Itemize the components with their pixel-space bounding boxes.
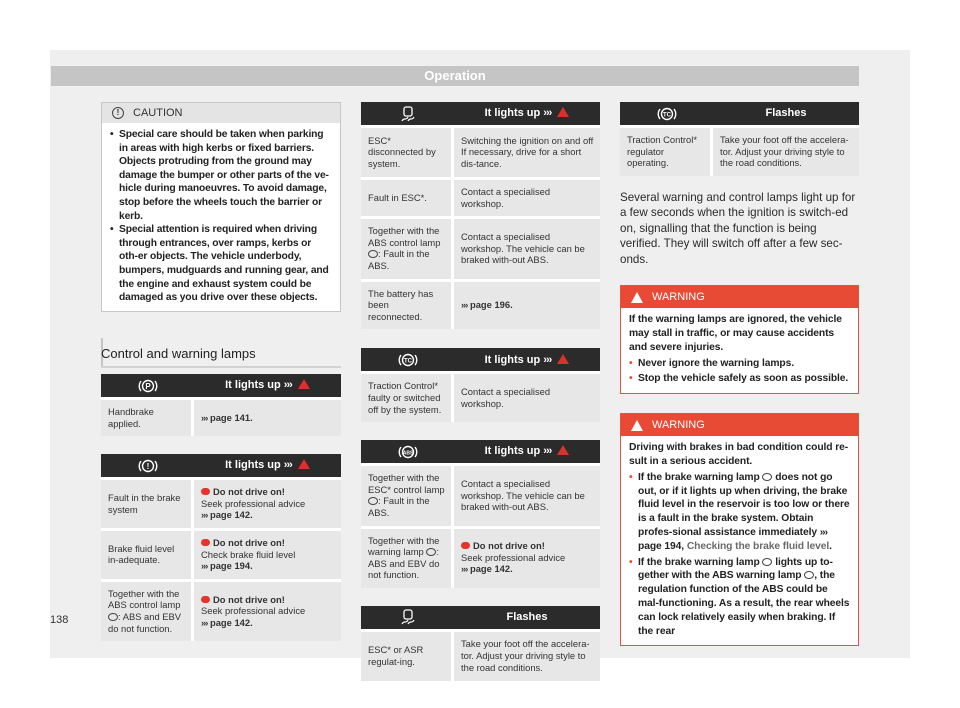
warning-body: If the warning lamps are ignored, the vehicle may stall in traffic, or may cause accidents and severe injuries. • Never ignore the warning lamps. • Stop the vehicle safely as soon as possible. xyxy=(629,314,849,385)
table-row: Together with the ABS control lamp : ABS and EBV do not function. Do not drive on! Seek professional advice ››› page 142. xyxy=(101,579,341,641)
table-row: Traction Control* regulator operating. Take your foot off the accelera-tor. Adjust your driving style to the road conditions. xyxy=(620,125,859,176)
column-left xyxy=(101,102,341,312)
warning-triangle-icon xyxy=(631,420,643,431)
abs-lamp-icon xyxy=(804,571,814,579)
table-row: Traction Control* faulty or switched off by the system. Contact a specialised workshop. xyxy=(361,371,600,422)
caution-bullet: • Special care should be taken when parking in areas with high kerbs or fixed barriers. Objects protruding from the ground may damage the bumper or other parts of the ve-hicle during manoeuvres. To avoid damage, stop before the wheels touch the barrier or kerb. xyxy=(110,129,329,222)
warning-header: WARNING xyxy=(621,286,858,308)
svg-text:P: P xyxy=(144,381,151,391)
exclamation-icon: ! xyxy=(112,107,124,119)
lights-up-header: It lights up ››› xyxy=(454,348,600,371)
table-row: ESC* disconnected by system. Switching the ignition on and off If necessary, drive for a short dis-tance. xyxy=(361,125,600,177)
caution-header xyxy=(102,103,340,123)
warning-box xyxy=(620,285,859,394)
lights-up-header: It lights up ››› xyxy=(194,454,341,477)
table-row: The battery has been reconnected. ››› page 196. xyxy=(361,279,600,330)
traction-control-lamp-table xyxy=(361,348,600,422)
table-row: Fault in ESC*. Contact a specialised workshop. xyxy=(361,177,600,216)
section-title: Control and warning lamps xyxy=(101,346,256,361)
tc-flashes-table xyxy=(620,102,859,176)
esc-lamp-icon xyxy=(361,606,454,629)
esc-lamp-table xyxy=(361,102,600,329)
caution-bullet: • Special attention is required when driving through entrances, over ramps, kerbs or oth-er objects. The vehicle underbody, bumpers, mudguards and running gear, and the engine and exhaust system could be damaged as you drive over these objects. xyxy=(110,224,329,304)
flashes-header: Flashes xyxy=(713,102,859,125)
caution-box xyxy=(101,102,341,312)
caution-title: CAUTION xyxy=(133,107,183,119)
red-dot-icon xyxy=(201,596,210,603)
warning-triangle-icon xyxy=(298,379,310,389)
warning-triangle-icon xyxy=(557,354,569,364)
table-row: Handbrake applied. ››› page 141. xyxy=(101,397,341,436)
warning-bullet: • If the brake warning lamp does not go out, or if it lights up when driving, the brake fluid level in the reservoir is too low or there is a fault in the brake system. Obtain profes-sional assistance immediately ››› page 194, Checking the brake fluid level. xyxy=(629,471,850,552)
svg-text:!: ! xyxy=(146,461,149,471)
brake-system-lamp-icon xyxy=(762,473,772,481)
red-dot-icon xyxy=(461,542,470,549)
lights-up-header: It lights up ››› xyxy=(454,440,600,463)
svg-text:TC: TC xyxy=(403,358,412,365)
caution-body xyxy=(102,123,340,311)
traction-control-lamp-icon xyxy=(620,102,713,125)
brake-system-lamp-icon xyxy=(762,558,772,566)
warning-triangle-icon xyxy=(631,292,643,303)
lights-up-header: It lights up ››› xyxy=(194,374,341,397)
table-row: ESC* or ASR regulat-ing. Take your foot off the accelera-tor. Adjust your driving style to the road conditions. xyxy=(361,629,600,681)
abs-lamp-icon xyxy=(368,250,378,258)
warning-triangle-icon xyxy=(298,459,310,469)
brake-lamp-table xyxy=(101,454,341,641)
page-link[interactable]: page 141. xyxy=(209,411,253,423)
page-number: 138 xyxy=(50,614,69,626)
table-row: Fault in the brake system Do not drive on! Seek professional advice ››› page 142. xyxy=(101,477,341,528)
warning-bullet: • Stop the vehicle safely as soon as possible. xyxy=(629,373,849,385)
warning-body: Driving with brakes in bad condition could re-sult in a serious accident. • If the brake warning lamp does not go out, or if it lights up when driving, the brake fluid level in the reservoir is too low or there is a fault in the brake system. Obtain profes-sional assistance immediately ››› page 194, Checking the brake fluid level. • If the brake warning lamp lights up to-gether with the ABS warning lamp , the regulation function of the ABS could be mal-functioning. As a result, the rear wheels can lock relatively easily when braking. If the rear xyxy=(629,442,850,637)
page-link[interactable]: page 142. xyxy=(469,563,513,575)
table-row: Together with the ESC* control lamp : Fault in the ABS. Contact a specialised workshop. The vehicle can be braked with-out ABS. xyxy=(361,463,600,525)
handbrake-lamp-icon xyxy=(101,374,194,397)
flashes-header: Flashes xyxy=(454,606,600,629)
warning-triangle-icon xyxy=(557,445,569,455)
brake-system-lamp-icon xyxy=(101,454,194,477)
esc-lamp-icon xyxy=(368,497,378,505)
warning-bullet: • Never ignore the warning lamps. xyxy=(629,357,794,369)
warning-header: WARNING xyxy=(621,414,858,436)
column-middle xyxy=(361,102,600,681)
table-row: Together with the ABS control lamp : Fault in the ABS. Contact a specialised workshop. The vehicle can be braked with-out ABS. xyxy=(361,216,600,278)
esc-flashes-table xyxy=(361,606,600,681)
esc-lamp-icon xyxy=(361,102,454,125)
brake-system-lamp-icon xyxy=(426,548,436,556)
table-row: Brake fluid level in-adequate. Do not drive on! Check brake fluid level ››› page 194. xyxy=(101,528,341,579)
warning-triangle-icon xyxy=(557,107,569,117)
column-right xyxy=(620,102,859,646)
abs-lamp-table xyxy=(361,440,600,588)
red-dot-icon xyxy=(201,539,210,546)
lights-up-header: It lights up ››› xyxy=(454,102,600,125)
abs-lamp-icon xyxy=(108,613,118,621)
page-link[interactable]: page 194. xyxy=(209,560,253,572)
warning-bullet: • If the brake warning lamp lights up to-gether with the ABS warning lamp , the regulation function of the ABS could be mal-functioning. As a result, the rear wheels can lock relatively easily when braking. If the rear xyxy=(629,556,850,637)
traction-control-lamp-icon xyxy=(361,348,454,371)
page-link[interactable]: page 142. xyxy=(209,616,253,628)
column-left-tables xyxy=(101,374,341,641)
red-dot-icon xyxy=(201,488,210,495)
svg-text:TC: TC xyxy=(662,112,671,118)
warning-box xyxy=(620,413,859,646)
abs-lamp-icon xyxy=(361,440,454,463)
intro-paragraph: Several warning and control lamps light up for a few seconds when the ignition is switch-ed on, signalling that the function is being verified. They will switch off after a few sec-onds. xyxy=(620,190,856,266)
page-link[interactable]: page 194, xyxy=(638,540,685,552)
table-row: Together with the warning lamp : ABS and EBV do not function. Do not drive on! Seek professional advice ››› page 142. xyxy=(361,526,600,588)
handbrake-lamp-table xyxy=(101,374,341,436)
svg-text:ABS: ABS xyxy=(402,450,413,457)
page-link[interactable]: page 142. xyxy=(209,509,253,521)
page-link[interactable]: page 196. xyxy=(469,299,513,311)
section-underline xyxy=(101,366,341,368)
section-header: Operation xyxy=(51,66,859,86)
section-link[interactable]: Checking the brake fluid level xyxy=(686,540,830,552)
